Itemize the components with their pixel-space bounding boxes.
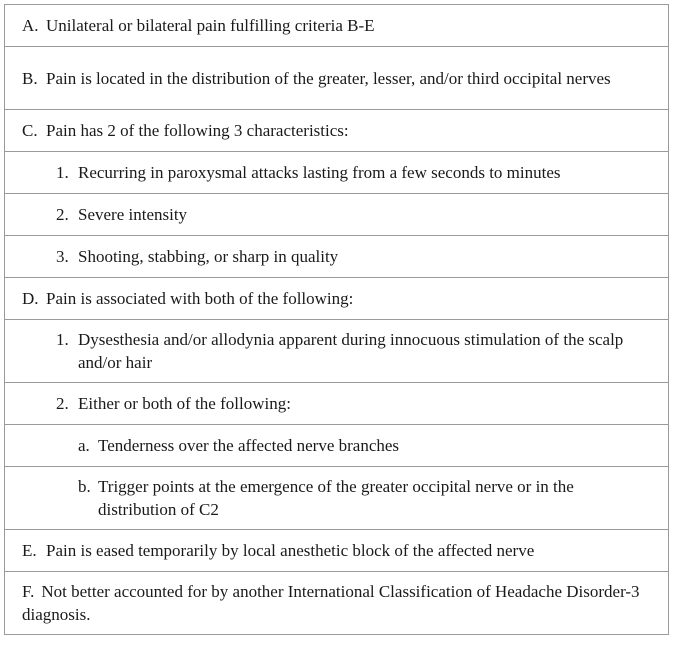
criterion-c1-row — [5, 152, 669, 194]
criterion-d2-cell — [5, 383, 669, 425]
item-text: Shooting, stabbing, or sharp in quality — [78, 247, 339, 266]
criterion-c1-cell — [5, 152, 669, 194]
criterion-d2a-row — [5, 425, 669, 467]
criterion-text: Unilateral or bilateral pain fulfilling criteria B-E — [46, 16, 375, 35]
diagnostic-criteria-table — [4, 4, 669, 635]
item-text: Either or both of the following: — [78, 394, 291, 413]
subitem-marker: a. — [78, 436, 90, 455]
item-marker: 1. — [56, 330, 69, 349]
criterion-d2b-cell — [5, 467, 669, 530]
criterion-b-row — [5, 47, 669, 110]
criterion-d2-row — [5, 383, 669, 425]
criterion-c3-row — [5, 236, 669, 278]
criterion-b-cell — [5, 47, 669, 110]
criterion-marker: C. — [22, 121, 38, 140]
item-marker: 2. — [56, 205, 69, 224]
criterion-d1-row — [5, 320, 669, 383]
criterion-c-cell — [5, 110, 669, 152]
criterion-d2a-cell — [5, 425, 669, 467]
criterion-c3-cell — [5, 236, 669, 278]
criterion-text: Pain has 2 of the following 3 characteristics: — [46, 121, 349, 140]
criterion-marker: D. — [22, 289, 39, 308]
item-text: Dysesthesia and/or allodynia apparent during innocuous stimulation of the scalp and/or hair — [78, 330, 624, 372]
item-text: Recurring in paroxysmal attacks lasting from a few seconds to minutes — [78, 163, 561, 182]
criterion-marker: E. — [22, 541, 37, 560]
subitem-text: Tenderness over the affected nerve branches — [98, 436, 400, 455]
criterion-c-row — [5, 110, 669, 152]
criterion-text: Pain is eased temporarily by local anesthetic block of the affected nerve — [46, 541, 535, 560]
subitem-text: Trigger points at the emergence of the greater occipital nerve or in the distribution of C2 — [98, 477, 574, 519]
criterion-e-cell — [5, 530, 669, 572]
criterion-text: Pain is associated with both of the following: — [46, 289, 354, 308]
criterion-f-row — [5, 572, 669, 635]
criterion-marker: B. — [22, 68, 38, 88]
criterion-text: Pain is located in the distribution of the greater, lesser, and/or third occipital nerves — [46, 68, 611, 88]
criterion-d1-cell — [5, 320, 669, 383]
criterion-d-row — [5, 278, 669, 320]
criterion-f-cell — [5, 572, 669, 635]
criterion-d-cell — [5, 278, 669, 320]
criterion-a-cell — [5, 5, 669, 47]
item-marker: 3. — [56, 247, 69, 266]
criterion-marker: F. — [22, 582, 35, 601]
criterion-c2-cell — [5, 194, 669, 236]
criterion-marker: A. — [22, 16, 39, 35]
subitem-marker: b. — [78, 477, 91, 496]
criterion-c2-row — [5, 194, 669, 236]
item-marker: 2. — [56, 394, 69, 413]
criterion-text: Not better accounted for by another International Classification of Headache Disorder-3 diagnosis. — [22, 582, 640, 624]
item-text: Severe intensity — [78, 205, 188, 224]
criterion-a-row — [5, 5, 669, 47]
item-marker: 1. — [56, 163, 69, 182]
criterion-d2b-row — [5, 467, 669, 530]
criterion-e-row — [5, 530, 669, 572]
